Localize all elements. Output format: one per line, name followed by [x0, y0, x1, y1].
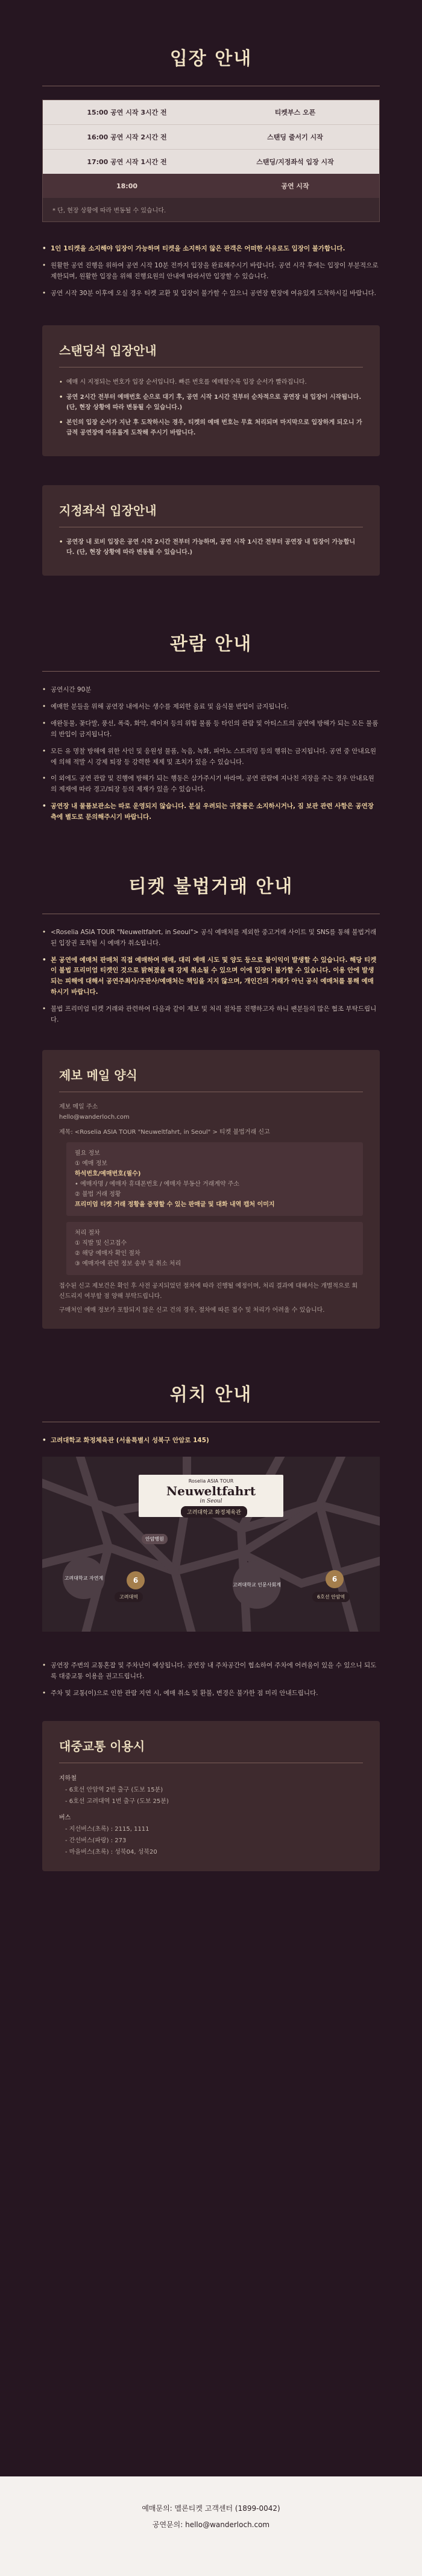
station-label: 6호선 안암역 [312, 1592, 350, 1602]
station-label: 고려대역 [115, 1592, 143, 1602]
schedule-time: 15:00 공연 시작 3시간 전 [87, 109, 167, 116]
mail-item: ② 불법 거래 정황 [75, 1191, 121, 1198]
transit-title: 대중교통 이용시 [59, 1738, 145, 1754]
transit-item: - 6호선 고려대역 1번 출구 (도보 25분) [65, 1798, 169, 1805]
viewing-bullet: • 애완동물, 꽃다발, 풍선, 폭죽, 화약, 레이저 등의 위험 물품 등 타인의 관람 및 아티스트의 공연에 방해가 되는 모든 물품의 반입이 금지됩니다. [42, 719, 380, 740]
schedule-event: 스탠딩 줄서기 시작 [267, 133, 323, 141]
transit-item: - 간선버스(파랑) : 273 [65, 1837, 127, 1844]
mail-item: 하석번호/예매번호(필수) [75, 1170, 141, 1177]
location-title: 위치 안내 [169, 1384, 253, 1405]
entry-bullet: • 1인 1티켓을 소지해야 입장이 가능하며 티켓을 소지하지 않은 관객은 어떠한 사유로도 입장이 불가합니다. [42, 244, 380, 255]
address-text: • 고려대학교 화정체육관 (서울특별시 성북구 안암로 145) [42, 1436, 380, 1446]
transit-box [42, 1721, 380, 1871]
transit-list [59, 1773, 363, 1858]
location-bullet: • 공연장 주변의 교통혼잡 및 주차난이 예상됩니다. 공연장 내 주차공간이 협소하여 주차에 어려움이 있을 수 있으니 되도록 대중교통 이용을 권고드립니다. [42, 1661, 380, 1682]
seat-title: 지정좌석 입장안내 [59, 503, 157, 518]
location-bullets [42, 1661, 380, 1699]
schedule-row [43, 174, 379, 198]
mail-item: ① 예매 정보 [75, 1160, 107, 1167]
map-label: 고려대학교 자연계 [63, 1557, 105, 1599]
transit-item: - 지선버스(초록) : 2115, 1111 [65, 1825, 150, 1833]
mail-item: 프리미엄 티켓 거래 정황을 증명할 수 있는 판매글 및 대화 내역 캡처 이미지 [75, 1201, 275, 1208]
schedule-event: 티켓부스 오픈 [274, 109, 316, 116]
entry-bullet: • 공연 시작 30분 이후에 오실 경우 티켓 교환 및 입장이 불가할 수 있으니 공연장 현장에 여유있게 도착하시길 바랍니다. [42, 288, 380, 299]
illegal-bullet: • <Roselia ASIA TOUR "Neuweltfahrt, in Seoul"> 공식 예매처를 제외한 중고거래 사이트 및 SNS를 통해 불법거래된 입장권 포착될 시 예매가 취소됩니다. [42, 927, 380, 949]
divider [42, 671, 380, 672]
footer [0, 2476, 422, 2576]
subway-line-6-icon: 6 [326, 1570, 344, 1588]
tour-sub: in Seoul [200, 1498, 222, 1505]
viewing-bullet: • 공연시간 90분 [42, 685, 380, 696]
standing-bullet: • 공연 2시간 전부터 예매번호 순으로 대기 후, 공연 시작 1시간 전부터 순차적으로 공연장 내 입장이 시작됩니다. (단, 현장 상황에 따라 변동될 수 있습니다.) [59, 392, 363, 413]
transit-item: 버스 [59, 1814, 71, 1821]
tour-small: Roselia ASIA TOUR [188, 1478, 234, 1484]
viewing-title: 관람 안내 [169, 634, 253, 655]
mail-form-content [59, 1102, 363, 1315]
mail-form-title: 제보 메일 양식 [59, 1067, 137, 1083]
schedule-row [43, 149, 379, 174]
viewing-bullet: • 모든 유 명찰 방해에 위한 사인 및 응원성 물품, 녹음, 녹화, 피아노 스트리밍 등의 행위는 금지됩니다. 공연 중 안내요원에 의해 적발 시 강제 퇴장 등 강력한 제제 및 조치가 있을 수 있습니다. [42, 746, 380, 768]
schedule-event: 공연 시작 [281, 182, 309, 190]
schedule-row [43, 124, 379, 149]
footer-contact[interactable]: 공연문의: hello@wanderloch.com [152, 2520, 270, 2529]
illegal-bullets [42, 927, 380, 1026]
schedule-row [43, 100, 379, 124]
standing-title: 스탠딩석 입장안내 [59, 343, 157, 358]
map-label: 안암병원 [142, 1534, 168, 1544]
footer-ticket-inquiry: 예매문의: 멜론티켓 고객센터 (1899-0042) [142, 2504, 280, 2513]
location-address [42, 1436, 380, 1446]
standing-box [42, 325, 380, 456]
entry-bullets [42, 244, 380, 299]
seat-bullet: • 공연장 내 로비 입장은 공연 시작 2시간 전부터 가능하며, 공연 시작 1시간 전부터 공연장 내 입장이 가능합니다. (단, 현장 상황에 따라 변동될 수 있습니다.) [59, 537, 363, 558]
standing-bullet: • 본인의 입장 순서가 지난 후 도착하시는 경우, 티켓의 예매 번호는 무효 처리되며 마지막으로 입장하게 되오니 가급적 공연장에 여유롭게 도착해 주시기 바랍니다. [59, 418, 363, 438]
mail-item: 처리 절차 [75, 1229, 100, 1236]
seat-box [42, 485, 380, 576]
illegal-title: 티켓 불법거래 안내 [128, 876, 294, 897]
mail-item: 구매처인 예매 정보가 포함되지 않은 신고 건의 경우, 절차에 따른 접수 및 처리가 어려울 수 있습니다. [59, 1306, 325, 1314]
schedule-note: * 단, 현장 상황에 따라 변동될 수 있습니다. [43, 198, 379, 221]
mail-form-box [42, 1050, 380, 1329]
standing-bullet: • 예매 시 지정되는 번호가 입장 순서입니다. 빠른 번호를 예매할수록 입장 순서가 빨라집니다. [59, 377, 363, 387]
location-bullet: • 주차 및 교통(이)으로 인한 관람 지연 시, 예매 취소 및 환불, 변경은 불가한 점 미리 안내드립니다. [42, 1688, 380, 1699]
tour-name: Neuweltfahrt [166, 1484, 256, 1499]
entry-title: 입장 안내 [169, 48, 253, 69]
venue-label: 고려대학교 화정체육관 [181, 1506, 247, 1518]
mail-item: ① 직발 및 신고접수 [75, 1239, 127, 1247]
schedule-event: 스탠딩/지정좌석 입장 시작 [256, 158, 334, 166]
schedule-time: 18:00 [116, 182, 137, 190]
mail-process [66, 1222, 363, 1275]
transit-item: - 6호선 안암역 2번 출구 (도보 15분) [65, 1786, 163, 1793]
viewing-bullet: • 공연장 내 물품보관소는 따로 운영되지 않습니다. 분실 우려되는 귀중품은 소지하시거나, 짐 보관 관련 사항은 공연장 측에 별도로 문의해주시기 바랍니다. [42, 801, 380, 823]
illegal-bullet: • 본 공연에 예매처 판매처 직접 예매하여 매매, 대리 예매 시도 및 양도 등으로 불이익이 발생할 수 있습니다. 해당 티켓이 불법 프리미엄 티켓인 것으로 밝혀졌을 때 강제 취소될 수 있으며 이에 입장이 불가할 수 있습니다. 이용 안에 발생되는 피해에 대해서 공연주최사/주관사/예매처는 책임을 지지 않으며, 개인간의 거래가 아닌 공식 예매처를 통해 예매하시기 바랍니다. [42, 955, 380, 998]
mail-item: • 예매자명 / 예매자 휴대폰번호 / 예매자 부동산 거래계약 주소 [75, 1180, 240, 1188]
location-map [42, 1457, 380, 1632]
mail-item: 필요 정보 [75, 1150, 100, 1157]
viewing-bullet: • 이 외에도 공연 관람 및 진행에 방해가 되는 행동은 삼가주시기 바라며, 공연 관람에 지나친 지장을 주는 경우 안내요원의 제재에 따라 경고/퇴장 등의 제재가 있을 수 있습니다. [42, 774, 380, 795]
mail-subject: 제목: <Roselia ASIA TOUR "Neuweltfahrt, in Seoul" > 티켓 불법거래 신고 [59, 1128, 270, 1136]
mail-addr-label: 제보 메일 주소 [59, 1103, 98, 1110]
mail-item: ② 해당 예매자 확인 절차 [75, 1250, 140, 1257]
viewing-bullets [42, 685, 380, 822]
mail-addr[interactable]: hello@wanderloch.com [59, 1113, 130, 1121]
mail-item: ③ 예매자에 관련 정보 송부 및 취소 처리 [75, 1260, 181, 1267]
illegal-bullet: • 불법 프리미엄 티켓 거래와 관련하여 다음과 같이 제보 및 처리 절차를 진행하고자 하니 팬분들의 많은 협조 부탁드립니다. [42, 1004, 380, 1026]
schedule-time: 16:00 공연 시작 2시간 전 [87, 133, 167, 141]
subway-line-6-icon: 6 [127, 1571, 145, 1589]
mail-required-info [66, 1142, 363, 1216]
schedule-time: 17:00 공연 시작 1시간 전 [87, 158, 167, 166]
transit-item: - 마을버스(초록) : 성북04, 성북20 [65, 1848, 157, 1856]
map-label: 고려대학교 인문사회계 [233, 1560, 281, 1609]
mail-item: 접수된 신고 제보건은 확인 후 사전 공지되었던 절차에 따라 진행될 예정이며, 처리 결과에 대해서는 개별적으로 회신드리지 여부할 점 양해 부탁드립니다. [59, 1282, 358, 1300]
schedule-table [42, 100, 380, 222]
transit-item: 지하철 [59, 1775, 77, 1782]
viewing-bullet: • 예매한 분들을 위해 공연장 내에서는 생수를 제외한 음료 및 음식물 반입이 금지됩니다. [42, 702, 380, 713]
entry-bullet: • 원활한 공연 진행을 위하여 공연 시작 10분 전까지 입장을 완료해주시기 바랍니다. 공연 시작 후에는 입장이 부분적으로 제한되며, 원활한 입장을 위해 진행요원의 안내에 따라서만 입장할 수 있습니다. [42, 261, 380, 282]
